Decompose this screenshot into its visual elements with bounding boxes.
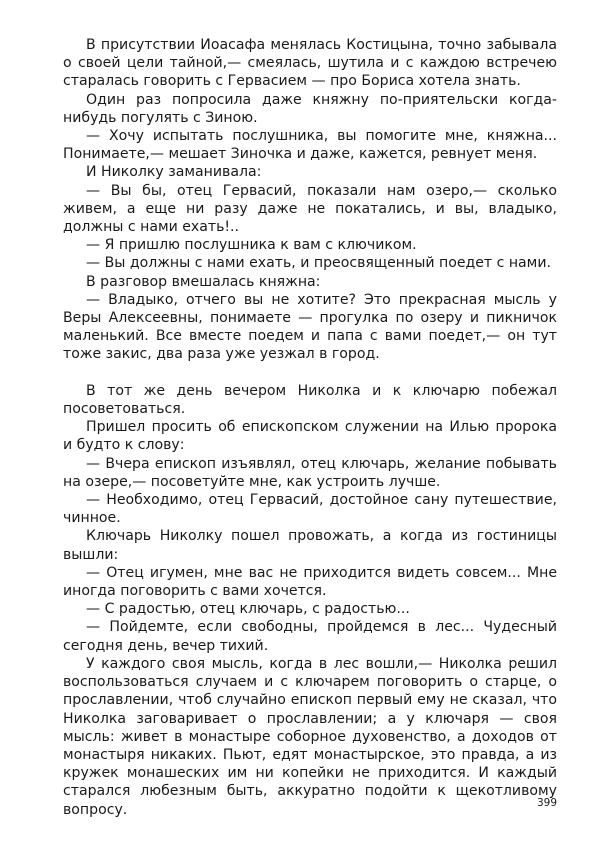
page-number: 399 (536, 797, 557, 809)
paragraph-2: Один раз попросила даже княжну по-приятельски когда-нибудь погулять с Зиною. (63, 91, 557, 126)
paragraph-15: — Отец игумен, мне вас не приходится видеть совсем... Мне иногда поговорить с вами хочется. (63, 564, 557, 600)
paragraph-12: — Вчера епископ изъявлял, отец ключарь, желание побывать на озере,— посоветуйте мне, как устроить лучше. (63, 455, 557, 490)
paragraph-17: — Пойдемте, если свободны, пройдемся в лес... Чудесный сегодня день, вечер тихий. (63, 619, 557, 654)
paragraph-6: — Я пришлю послушника к вам с ключиком. (86, 237, 417, 254)
paragraph-11: Пришел просить об епископском служении на Илью пророка и будто к слову: (63, 419, 557, 454)
paragraph-1: В присутствии Иоасафа менялась Костицына, точно забывала о своей цели тайной,— смеялась, шутила и с каждою встречею старалась говорить с Гервасием — про Бориса хотела знать. (63, 37, 557, 90)
paragraph-14: Ключарь Николку пошел провожать, а когда из гостиницы вышли: (63, 528, 557, 563)
paragraph-4: И Николку заманивала: (86, 164, 262, 181)
paragraph-16: — С радостью, отец ключарь, с радостью... (86, 601, 410, 618)
paragraph-18: У каждого своя мысль, когда в лес вошли,— Николка решил воспользоваться случаем и с ключарем поговорить о старце, о прославлении, чтоб случайно епископ первый ему не сказал, что Николка заговаривает о прославлении; а у ключаря — своя мысль: живет в монастыре соборное духовенство, а доходов от монастыря никаких. Пьют, едят монастырское, это правда, а из кружек монашеских им ни копейки не приходится. И каждый старался любезным быть, аккуратно подойти к щекотливому вопросу. (63, 655, 557, 818)
paragraph-10: В тот же день вечером Николка и к ключарю побежал посоветоваться. (63, 382, 557, 418)
paragraph-9: — Владыко, отчего вы не хотите? Это прекрасная мысль у Веры Алексеевны, понимаете — прогулка по озеру и пикничок маленький. Все вместе поедем и папа с вами поедет,— он тут тоже закис, два раза уже уезжал в город. (63, 291, 557, 363)
paragraph-7: — Вы должны с нами ехать, и преосвященный поедет с нами. (86, 255, 551, 272)
paragraph-3: — Хочу испытать послушника, вы помогите мне, княжна... Понимаете,— мешает Зиночка и даже, кажется, ревнует меня. (63, 128, 557, 163)
text-column (63, 36, 557, 819)
paragraph-8: В разговор вмешалась княжна: (86, 273, 321, 290)
paragraph-5: — Вы бы, отец Гервасий, показали нам озеро,— сколько живем, а еще ни разу даже не покатались, и вы, владыко, должны с нами ехать!.. (63, 182, 557, 236)
paragraph-13: — Необходимо, отец Гервасий, достойное сану путешествие, чинное. (63, 492, 557, 527)
